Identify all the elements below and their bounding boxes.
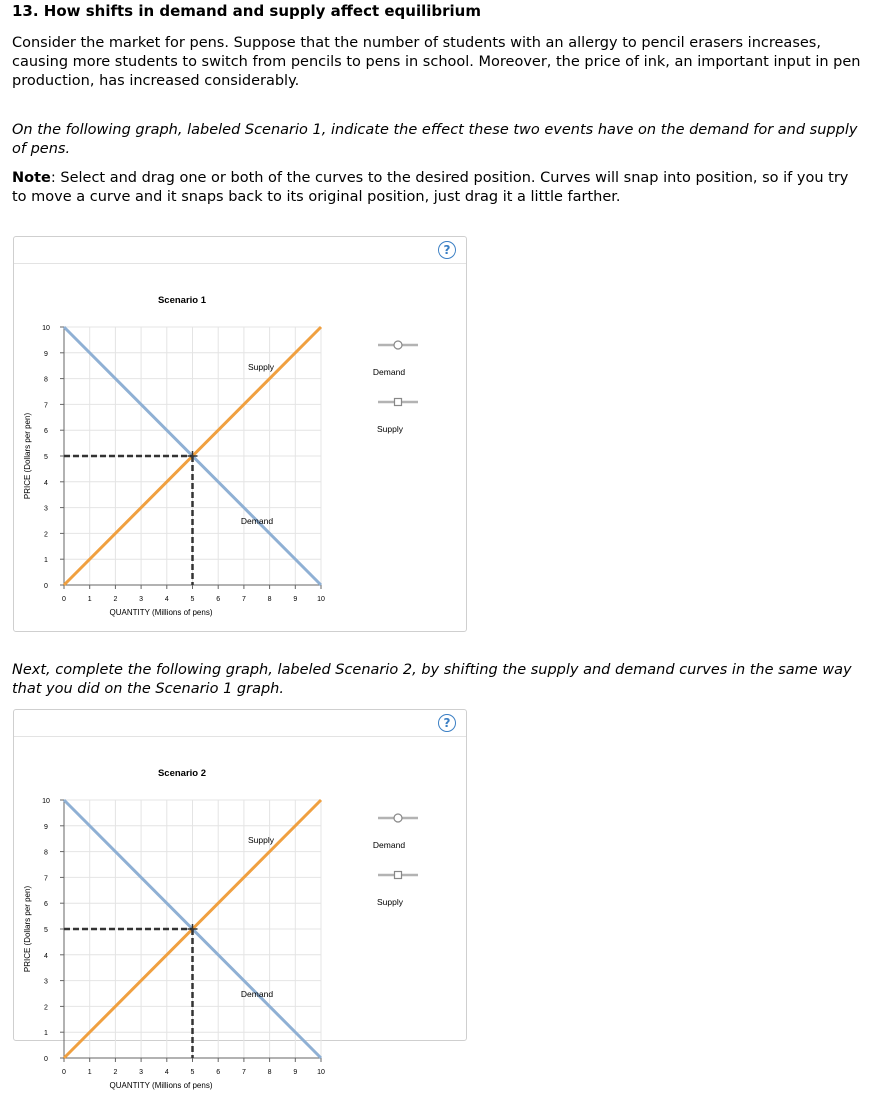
scenario-1-graph[interactable] <box>14 237 466 631</box>
note-paragraph <box>12 169 862 207</box>
y-tick-label: 10 <box>42 798 50 805</box>
y-axis-label: PRICE (Dollars per pen) <box>23 412 32 500</box>
x-tick-label: 6 <box>216 1069 221 1076</box>
note-text: : Select and drag one or both of the curves to the desired position. Curves will snap into position, so if you try to move a curve and it snaps back to its original position, just drag it a little farther. <box>12 170 849 205</box>
y-axis-label: PRICE (Dollars per pen) <box>23 885 32 973</box>
demand-curve-label: Demand <box>240 516 274 526</box>
scenario-2-graph[interactable] <box>14 710 466 1104</box>
y-tick-label: 1 <box>44 1030 48 1038</box>
legend-demand-handle-icon[interactable] <box>394 341 402 349</box>
legend-demand-label: Demand <box>372 840 406 850</box>
y-tick-label: 1 <box>44 557 48 565</box>
x-tick-label: 1 <box>87 1069 92 1076</box>
y-tick-label: 5 <box>44 454 48 461</box>
x-tick-label: 10 <box>317 596 325 603</box>
x-tick-label: 3 <box>139 1069 144 1076</box>
x-tick-label: 8 <box>267 596 272 603</box>
legend-demand-label: Demand <box>372 367 406 377</box>
graph-panel-scenario-2 <box>13 709 467 1090</box>
y-tick-label: 0 <box>44 1056 48 1063</box>
y-tick-label: 2 <box>44 531 48 539</box>
x-tick-label: 3 <box>139 596 144 603</box>
x-tick-label: 0 <box>62 1069 66 1076</box>
y-tick-label: 3 <box>44 978 48 986</box>
x-tick-label: 9 <box>293 596 298 603</box>
x-tick-label: 1 <box>87 596 92 603</box>
x-tick-label: 2 <box>113 596 118 603</box>
y-tick-label: 8 <box>44 376 48 384</box>
y-tick-label: 4 <box>44 952 48 960</box>
x-tick-label: 5 <box>190 596 195 603</box>
question-title: 13. How shifts in demand and supply affect equilibrium <box>12 2 481 20</box>
legend-supply-handle-icon[interactable] <box>395 872 402 879</box>
x-tick-label: 4 <box>164 596 169 603</box>
legend-demand-handle-icon[interactable] <box>394 814 402 822</box>
x-tick-label: 9 <box>293 1069 298 1076</box>
x-tick-label: 7 <box>241 1069 246 1076</box>
y-tick-label: 6 <box>44 428 48 436</box>
y-tick-label: 8 <box>44 849 48 857</box>
x-tick-label: 0 <box>62 596 66 603</box>
demand-curve-label: Demand <box>240 989 274 999</box>
x-tick-label: 2 <box>113 1069 118 1076</box>
y-tick-label: 3 <box>44 505 48 513</box>
y-tick-label: 0 <box>44 583 48 590</box>
y-tick-label: 4 <box>44 479 48 487</box>
supply-curve-label: Supply <box>248 362 274 372</box>
x-tick-label: 5 <box>190 1069 195 1076</box>
x-tick-label: 8 <box>267 1069 272 1076</box>
graph-title: Scenario 1 <box>157 295 207 306</box>
legend-supply-label: Supply <box>377 897 403 907</box>
x-tick-label: 4 <box>164 1069 169 1076</box>
graph-panel-scenario-1 <box>13 236 467 632</box>
x-tick-label: 7 <box>241 596 246 603</box>
note-label: Note <box>12 170 51 186</box>
y-tick-label: 7 <box>44 875 48 883</box>
x-tick-label: 10 <box>317 1069 325 1076</box>
y-tick-label: 10 <box>42 325 50 332</box>
y-tick-label: 9 <box>44 350 48 358</box>
y-tick-label: 7 <box>44 402 48 410</box>
x-axis-label: QUANTITY (Millions of pens) <box>109 1081 213 1090</box>
help-icon[interactable]: ? <box>438 714 456 732</box>
x-tick-label: 6 <box>216 596 221 603</box>
help-icon[interactable]: ? <box>438 241 456 259</box>
legend-supply-label: Supply <box>377 424 403 434</box>
instruction-scenario-1: On the following graph, labeled Scenario 1, indicate the effect these two events have on the demand for and supply of pens. <box>12 122 858 157</box>
instruction-scenario-2: Next, complete the following graph, labeled Scenario 2, by shifting the supply and demand curves in the same way that you did on the Scenario 1 graph. <box>12 662 852 697</box>
y-tick-label: 5 <box>44 927 48 934</box>
y-tick-label: 2 <box>44 1004 48 1012</box>
graph-title: Scenario 2 <box>157 768 207 779</box>
y-tick-label: 6 <box>44 901 48 909</box>
question-intro: Consider the market for pens. Suppose that the number of students with an allergy to pencil erasers increases, causing more students to switch from pencils to pens in school. Moreover, the price of ink, an important input in pen production, has increased considerably. <box>12 35 861 89</box>
supply-curve-label: Supply <box>248 835 274 845</box>
x-axis-label: QUANTITY (Millions of pens) <box>109 608 213 617</box>
legend-supply-handle-icon[interactable] <box>395 399 402 406</box>
y-tick-label: 9 <box>44 823 48 831</box>
